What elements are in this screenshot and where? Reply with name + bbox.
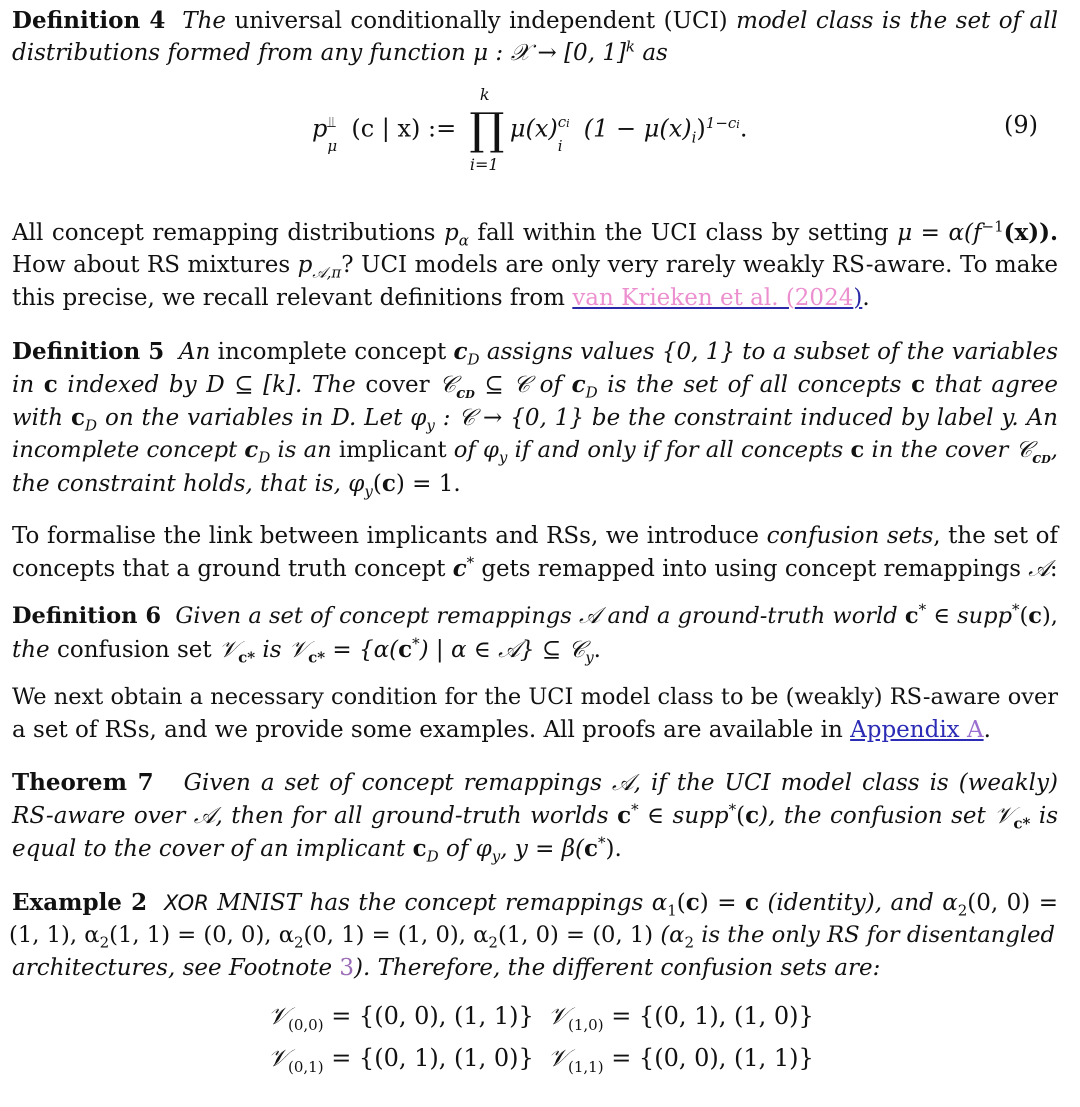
math-sub: 2 [294, 933, 304, 952]
text: equal to the cover of an implicant [12, 836, 413, 862]
product-upper-limit: k [479, 85, 490, 104]
math: = {(0, 1), (1, 0)} [603, 1002, 814, 1030]
math: . [739, 114, 748, 143]
text: . [862, 285, 870, 311]
math: c [244, 437, 259, 463]
emphasis: confusion sets [766, 523, 934, 549]
text: in [12, 372, 44, 398]
math: c [412, 835, 427, 862]
confusion-set-10 [548, 1002, 814, 1034]
math-sub: 2 [684, 933, 694, 952]
math: c [452, 556, 467, 582]
text: To formalise the link between implicants and RSs, we introduce [12, 523, 767, 549]
math-sub: μ [327, 136, 338, 155]
text: is the set of all concepts [597, 372, 912, 398]
math: c [911, 371, 926, 398]
text: We next obtain a necessary condition for the UCI model class to be (weakly) RS-aware over [12, 684, 1058, 710]
text: RS-aware over 𝒜, then for all ground-truth worlds [12, 803, 618, 829]
math-sup: * [631, 800, 639, 819]
math: (x)). [1003, 219, 1058, 246]
paragraph-1-line-3 [12, 282, 870, 315]
text: as [635, 40, 668, 66]
text: is [1030, 803, 1058, 829]
math: ) = 1. [395, 471, 461, 497]
definition-6-label: Definition 6 [12, 603, 162, 629]
text: ∈ supp [926, 603, 1012, 629]
math: μ(x) [509, 114, 558, 143]
paragraph-3-line-2 [12, 714, 991, 747]
text: on the variables in D. Let φ [97, 405, 427, 431]
math: ( [372, 471, 382, 497]
appendix-a-link[interactable] [850, 717, 983, 743]
math-sup: * [598, 833, 606, 852]
text: ⊆ 𝒞 of [474, 372, 572, 398]
math: c [745, 802, 760, 829]
text: of φ [438, 836, 492, 862]
text: this precise, we recall relevant definitions from [12, 285, 573, 311]
paragraph-1-line-1 [12, 216, 1058, 250]
math-sup: −1 [981, 217, 1004, 236]
math: ), [1042, 603, 1058, 629]
paragraph-2-line-2 [12, 553, 1058, 586]
text: cover [355, 372, 440, 398]
math: ( [676, 890, 686, 916]
math: 𝒞 [439, 372, 457, 398]
math-sub: i [557, 136, 563, 155]
definition-6-line-2 [12, 633, 601, 667]
math: c [744, 889, 759, 916]
math: (1 − μ(x) [583, 114, 692, 143]
math: (1, 0) = (0, 1) [497, 922, 661, 948]
math-sub: 𝒜,π [312, 263, 342, 282]
text: MNIST has the concept remappings α [208, 890, 668, 916]
math: = {(0, 0), (1, 1)} [603, 1044, 814, 1072]
confusion-set-00 [268, 1002, 534, 1034]
math-sup: * [918, 600, 927, 619]
definition-5-line-3 [12, 401, 1058, 435]
equation-number: (9) [1004, 111, 1038, 139]
math: c [43, 371, 58, 398]
text: is an [270, 437, 332, 463]
citation-author: van Krieken et al. ( [572, 285, 795, 311]
math-sub: y [364, 482, 373, 501]
math: ( [736, 803, 746, 829]
theorem-7-label: Theorem 7 [12, 769, 154, 796]
definition-4-line-1 [12, 4, 1058, 38]
text: incomplete concept [12, 437, 245, 463]
definition-5-line-1 [12, 335, 1058, 369]
paragraph-2-line-1 [12, 520, 1058, 553]
math: p [312, 114, 328, 143]
math: p [297, 252, 313, 278]
math-sub: 2 [488, 933, 498, 952]
text: . [983, 717, 991, 743]
math: c [850, 437, 865, 463]
math: ) | α ∈ 𝒜} ⊆ 𝒞 [419, 637, 586, 663]
math: (c | x) := [351, 114, 464, 143]
math-sub: D [465, 387, 475, 401]
theorem-7-line-1 [12, 766, 1058, 800]
math-sub: 1 [667, 901, 677, 920]
math: c [71, 404, 86, 431]
text: is the only RS for disentangled [694, 922, 1055, 948]
text: : 𝒞 → {0, 1} be the constraint induced by label y. An [434, 405, 1058, 431]
text: in the cover 𝒞 [864, 437, 1033, 463]
math-sub: D [258, 448, 271, 467]
text: Given a set of concept remappings 𝒜, if the UCI model class is (weakly) [183, 770, 1058, 796]
math: c [904, 603, 919, 629]
text: ? UCI models are only very rarely weakly RS-aware. To make [341, 252, 1058, 278]
math-sub: α [458, 231, 469, 250]
math-sup: 1−c [705, 113, 737, 132]
text: , the set of [933, 523, 1058, 549]
math: c [571, 371, 586, 398]
text: is [255, 637, 289, 663]
math: c [398, 636, 413, 663]
math: ( [1019, 603, 1029, 629]
math-sub: 2 [957, 901, 968, 920]
confusion-set-01 [268, 1044, 534, 1076]
math-sub: (0,0) [288, 1015, 324, 1034]
math: c [584, 835, 599, 862]
math: 𝒱 [548, 1002, 568, 1030]
definition-5-line-2 [12, 368, 1058, 402]
example-2-line-3 [12, 952, 880, 985]
math-sub: D [1041, 452, 1051, 466]
math: p [444, 220, 459, 246]
math: (1, 1), α [9, 922, 100, 948]
text: model class is the set of all [736, 8, 1058, 34]
text: Given a set of concept remappings 𝒜 and a ground-truth world [175, 603, 905, 629]
text: architectures, see Footnote [12, 955, 340, 981]
text: An [178, 339, 211, 365]
math: . [593, 637, 601, 663]
math: (0, 0) = [967, 890, 1059, 916]
math-sub: D [426, 847, 439, 866]
math: 𝒱 [548, 1044, 568, 1072]
text: of φ [453, 437, 499, 463]
theorem-7-line-3 [12, 832, 622, 866]
example-2-line-1 [12, 886, 1058, 920]
text: incomplete concept [210, 339, 454, 365]
math-sub: D [467, 350, 480, 369]
paragraph-3-line-1 [12, 681, 1058, 714]
math-sup: * [1012, 600, 1020, 619]
text: ), the confusion set 𝒱 [759, 803, 1014, 829]
math-sub: 2 [99, 933, 110, 952]
math: μ = α(f [897, 220, 982, 246]
math: c [1028, 603, 1043, 629]
math: = {(0, 0), (1, 1)} [323, 1002, 534, 1030]
paragraph-1-line-2 [12, 249, 1058, 282]
text: : [1049, 556, 1058, 582]
math-sub: c* [238, 648, 256, 667]
link-letter: A [966, 717, 984, 743]
math: c [381, 470, 396, 497]
definition-4-line-2 [12, 37, 668, 70]
math: (1, 1) = (0, 0), α [109, 922, 294, 948]
math: 𝒜 [1028, 556, 1050, 582]
math-sup: k [625, 37, 636, 56]
citation-link-van-krieken[interactable] [572, 285, 862, 311]
math-sup: * [728, 800, 737, 819]
math: c [453, 338, 468, 365]
math-sup: c [557, 112, 567, 131]
text: distributions formed from any function [12, 40, 474, 66]
text: a set of RSs, and we provide some examples. All proofs are available in [12, 717, 851, 743]
independence-symbol: ⫫ [327, 112, 336, 131]
text: All concept remapping distributions [12, 220, 445, 246]
math: , y = β( [500, 836, 585, 862]
equation-9-body [312, 85, 748, 174]
math: ) [696, 114, 706, 143]
math-sub: y [426, 416, 435, 435]
text: (identity), and α [758, 890, 958, 916]
product-lower-limit: i=1 [469, 155, 499, 174]
text: universal conditionally independent (UCI) [226, 8, 737, 34]
text: the constraint holds, that is, φ [12, 471, 365, 497]
definition-4-label: Definition 4 [12, 7, 166, 34]
text: that agree [925, 372, 1058, 398]
math: ) = [699, 890, 745, 916]
math: = {(0, 1), (1, 0)} [323, 1044, 534, 1072]
math: ). [605, 836, 622, 862]
text: fall within the UCI class by setting [468, 220, 898, 246]
math-sub: c* [1013, 814, 1031, 833]
product-symbol: ∏ [469, 104, 505, 155]
math-sup: * [412, 634, 420, 653]
math: (0, 1) = (1, 0), α [303, 922, 489, 948]
math: μ : 𝒳 → [0, 1] [473, 40, 626, 66]
text: , [1050, 437, 1058, 463]
math-sub: D [585, 383, 598, 402]
text: with [12, 405, 72, 431]
text: XOR [164, 891, 209, 915]
math: 𝒱 [288, 637, 309, 663]
math-sub: (1,1) [568, 1057, 604, 1076]
definition-5-line-4 [12, 434, 1058, 467]
text: ∈ supp [638, 803, 729, 829]
text: How about RS mixtures [12, 252, 298, 278]
math: = {α( [325, 637, 399, 663]
math: c [685, 889, 700, 916]
citation-year: 2024 [794, 285, 854, 311]
text: implicant [331, 437, 454, 463]
math-sub: D [85, 416, 98, 435]
math-sub: c* [308, 648, 326, 667]
example-2-line-2 [9, 919, 1055, 952]
confusion-set-11 [548, 1044, 814, 1076]
link-text: Appendix [850, 717, 967, 743]
math-sub: y [585, 648, 594, 667]
text: ). Therefore, the different confusion sets are: [354, 955, 881, 981]
text: (α [660, 922, 685, 948]
math: c [617, 802, 632, 829]
math: 𝒱 [218, 637, 239, 663]
text: concepts that a ground truth concept [12, 556, 453, 582]
text: indexed by D ⊆ [k]. The [57, 372, 356, 398]
math: 𝒱 [268, 1002, 288, 1030]
text: the [12, 637, 50, 663]
theorem-7-line-2 [12, 799, 1058, 833]
math-sub: i [691, 128, 697, 147]
math-sub: y [491, 847, 501, 866]
math-sub: (0,1) [288, 1057, 324, 1076]
math-sub: i [566, 116, 570, 130]
math-sup: * [466, 553, 475, 572]
math-sub: i [736, 117, 740, 131]
definition-5-line-5 [12, 467, 461, 501]
equation-9 [12, 80, 1060, 180]
text: The [182, 8, 227, 34]
math-sub: (1,0) [568, 1015, 604, 1034]
math-sub: y [498, 448, 508, 467]
text: assigns values {0, 1} to a subset of the variables [479, 339, 1058, 365]
citation-close: ) [853, 285, 863, 311]
definition-6-line-1 [12, 600, 1058, 633]
math-sub: c [456, 383, 466, 402]
example-2-label: Example 2 [12, 889, 148, 916]
math-sub: c [1032, 448, 1042, 467]
text: if and only if for all concepts [507, 437, 851, 463]
footnote-3-link[interactable]: 3 [339, 955, 355, 981]
definition-5-label: Definition 5 [12, 338, 165, 365]
confusion-sets-display [268, 1000, 828, 1090]
math: 𝒱 [268, 1044, 288, 1072]
text: confusion set [49, 637, 219, 663]
text: gets remapped into using concept remappings [474, 556, 1029, 582]
